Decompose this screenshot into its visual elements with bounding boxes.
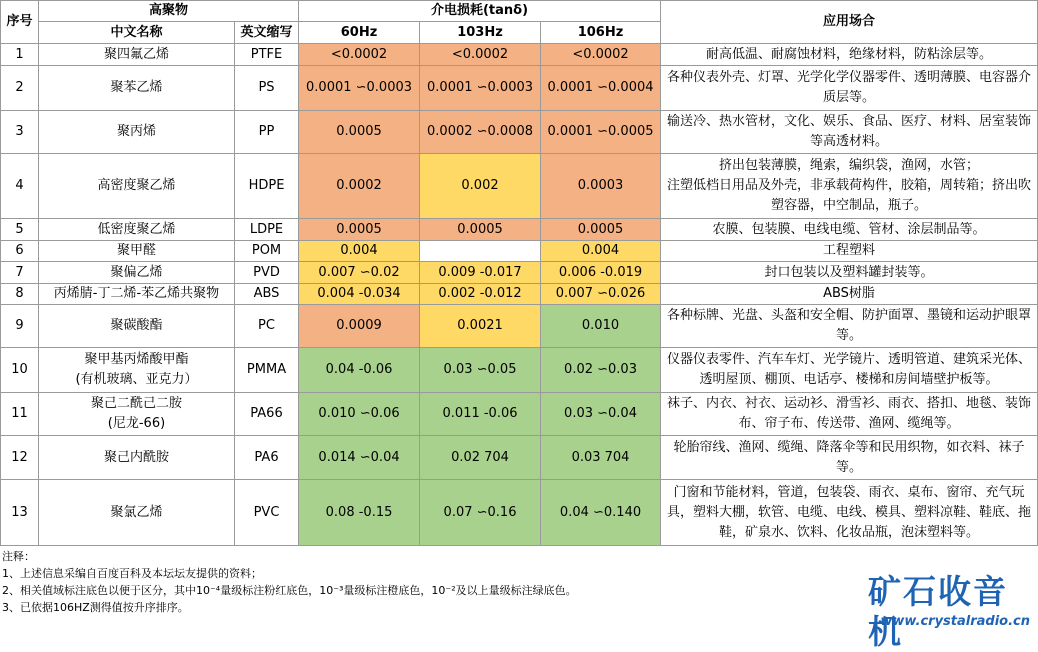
table-row [1, 262, 1038, 284]
note-line: 注释： [2, 550, 35, 563]
row-number: 3 [1, 111, 39, 154]
loss-103hz: 0.0001 ∽0.0003 [420, 66, 541, 111]
loss-103hz: 0.0002 ∽0.0008 [420, 111, 541, 154]
crystalradio-logo [868, 572, 1038, 651]
polymer-name-line: 聚己内酰胺 [103, 449, 169, 465]
polymer-en-abbr: PTFE [235, 44, 299, 66]
row-number: 1 [1, 44, 39, 66]
row-number: 10 [1, 348, 39, 393]
loss-60hz: 0.0009 [299, 305, 420, 348]
polymer-en-abbr: PVD [235, 262, 299, 284]
loss-103hz: 0.03 ∽0.05 [420, 348, 541, 393]
row-number: 2 [1, 66, 39, 111]
loss-103hz: 0.02 704 [420, 436, 541, 480]
polymer-name-line: 聚甲基丙烯酸甲酯 [84, 352, 189, 367]
header-seq: 序号 [1, 1, 39, 44]
application [661, 436, 1038, 480]
loss-60hz: <0.0002 [299, 44, 420, 66]
row-number: 9 [1, 305, 39, 348]
loss-60hz: 0.0002 [299, 154, 420, 219]
application [661, 262, 1038, 284]
note-line: 2、相关值域标注底色以便于区分，其中10⁻⁴量级标注粉红底色，10⁻³量级标注橙底色，10⁻²及以上量级标注绿底色。 [2, 584, 577, 597]
application [661, 348, 1038, 393]
polymer-en-abbr: PA66 [235, 393, 299, 436]
polymer-name-line: 丙烯腈-丁二烯-苯乙烯共聚物 [53, 286, 220, 301]
loss-103hz: <0.0002 [420, 44, 541, 66]
loss-60hz: 0.007 ∽0.02 [299, 262, 420, 284]
polymer-cn-name [39, 111, 235, 154]
application [661, 305, 1038, 348]
header-103hz: 103Hz [420, 22, 541, 44]
table-row [1, 480, 1038, 546]
polymer-cn-name [39, 66, 235, 111]
header-60hz: 60Hz [299, 22, 420, 44]
table-row [1, 393, 1038, 436]
loss-60hz: 0.04 -0.06 [299, 348, 420, 393]
polymer-en-abbr: HDPE [235, 154, 299, 219]
header-106hz: 106Hz [541, 22, 661, 44]
polymer-cn-name [39, 44, 235, 66]
loss-103hz [420, 241, 541, 262]
polymer-name-line: 聚偏乙烯 [110, 264, 163, 280]
loss-106hz: 0.007 ∽0.026 [541, 284, 661, 305]
loss-106hz: 0.04 ∽0.140 [541, 480, 661, 546]
loss-103hz: 0.009 -0.017 [420, 262, 541, 284]
loss-106hz: 0.006 -0.019 [541, 262, 661, 284]
loss-106hz: 0.0003 [541, 154, 661, 219]
application [661, 219, 1038, 241]
polymer-name-alias: (尼龙-66) [107, 416, 166, 431]
row-number: 5 [1, 219, 39, 241]
row-number: 4 [1, 154, 39, 219]
polymer-name-line: 聚己二酰己二胺 [90, 396, 182, 411]
loss-60hz: 0.0001 ∽0.0003 [299, 66, 420, 111]
application [661, 154, 1038, 219]
polymer-en-abbr: PS [235, 66, 299, 111]
note-line: 3、已依据106HZ测得值按升序排序。 [2, 601, 189, 614]
row-number: 8 [1, 284, 39, 305]
loss-60hz: 0.010 ∽0.06 [299, 393, 420, 436]
application-line: 注塑低档日用品及外壳，非承载荷构件，胶箱，周转箱；挤出吹塑容器，中空制品，瓶子。 [667, 178, 1032, 213]
loss-103hz: 0.0021 [420, 305, 541, 348]
table-row [1, 154, 1038, 219]
table-row [1, 305, 1038, 348]
polymer-en-abbr: POM [235, 241, 299, 262]
table-row [1, 436, 1038, 480]
application [661, 111, 1038, 154]
polymer-name-line: 聚甲醛 [116, 243, 156, 258]
polymer-en-abbr: PP [235, 111, 299, 154]
polymer-name-line: 聚氯乙烯 [110, 504, 163, 520]
logo-url: www.crystalradio.cn [880, 614, 1030, 629]
loss-106hz: 0.0001 ∽0.0004 [541, 66, 661, 111]
loss-106hz: <0.0002 [541, 44, 661, 66]
polymer-cn-name [39, 154, 235, 219]
polymer-name-line: 聚碳酸酯 [110, 318, 163, 333]
row-number: 11 [1, 393, 39, 436]
polymer-name-line: 聚苯乙烯 [110, 80, 163, 95]
application [661, 480, 1038, 546]
polymer-cn-name [39, 219, 235, 241]
row-number: 13 [1, 480, 39, 546]
table-row [1, 44, 1038, 66]
application-line: 农膜、包装膜、电线电缆、管材、涂层制品等。 [712, 221, 986, 237]
loss-103hz: 0.0005 [420, 219, 541, 241]
polymer-cn-name [39, 436, 235, 480]
loss-106hz: 0.004 [541, 241, 661, 262]
loss-60hz: 0.004 [299, 241, 420, 262]
application-line: 封口包装以及塑料罐封装等。 [764, 264, 934, 280]
loss-106hz: 0.010 [541, 305, 661, 348]
loss-106hz: 0.0005 [541, 219, 661, 241]
application-line: ABS树脂 [823, 286, 875, 301]
table-row [1, 348, 1038, 393]
loss-60hz: 0.0005 [299, 111, 420, 154]
polymer-en-abbr: PMMA [235, 348, 299, 393]
polymer-name-line: 高密度聚乙烯 [97, 178, 176, 193]
application [661, 393, 1038, 436]
polymer-en-abbr: LDPE [235, 219, 299, 241]
polymer-name-line: 聚丙烯 [116, 124, 156, 139]
polymer-cn-name [39, 305, 235, 348]
application-line: 各种标牌、光盘、头盔和安全帽、防护面罩、墨镜和运动护眼罩等。 [667, 308, 1032, 343]
polymer-en-abbr: PC [235, 305, 299, 348]
application-line: 袜子、内衣、衬衣、运动衫、滑雪衫、雨衣、搭扣、地毯、装饰布、帘子布、传送带、渔网、缆绳等。 [667, 396, 1032, 431]
table-row [1, 241, 1038, 262]
table-row [1, 284, 1038, 305]
polymer-en-abbr: PVC [235, 480, 299, 546]
loss-60hz: 0.08 -0.15 [299, 480, 420, 546]
polymer-cn-name [39, 262, 235, 284]
loss-60hz: 0.004 -0.034 [299, 284, 420, 305]
note-line: 1、上述信息采编自百度百科及本坛坛友提供的资料； [2, 567, 262, 580]
polymer-name-alias: (有机玻璃、亚克力） [75, 372, 198, 387]
table-row [1, 219, 1038, 241]
loss-106hz: 0.03 ∽0.04 [541, 393, 661, 436]
loss-106hz: 0.02 ∽0.03 [541, 348, 661, 393]
loss-103hz: 0.07 ∽0.16 [420, 480, 541, 546]
header-en-abbr: 英文缩写 [235, 22, 299, 44]
application-line: 挤出包装薄膜，绳索，编织袋，渔网，水管； [719, 158, 980, 173]
polymer-cn-name [39, 480, 235, 546]
loss-60hz: 0.0005 [299, 219, 420, 241]
loss-106hz: 0.0001 ∽0.0005 [541, 111, 661, 154]
table-row [1, 66, 1038, 111]
logo-name: 矿石收音机 [868, 572, 1008, 651]
row-number: 12 [1, 436, 39, 480]
polymer-cn-name [39, 348, 235, 393]
polymer-en-abbr: PA6 [235, 436, 299, 480]
application [661, 241, 1038, 262]
polymer-en-abbr: ABS [235, 284, 299, 305]
loss-103hz: 0.002 -0.012 [420, 284, 541, 305]
table-row [1, 111, 1038, 154]
header-cn-name: 中文名称 [39, 22, 235, 44]
application-line: 轮胎帘线、渔网、缆绳、降落伞等和民用织物，如衣料、袜子等。 [673, 439, 1025, 475]
loss-103hz: 0.002 [420, 154, 541, 219]
polymer-cn-name [39, 284, 235, 305]
row-number: 6 [1, 241, 39, 262]
application-line: 工程塑料 [823, 243, 876, 258]
loss-106hz: 0.03 704 [541, 436, 661, 480]
application-line: 门窗和节能材料，管道，包装袋、雨衣、桌布、窗帘、充气玩具，塑料大棚，软管、电缆、电线、模具、塑料凉鞋、鞋底、拖鞋，矿泉水、饮料、化妆品瓶，泡沫塑料等。 [667, 484, 1032, 540]
application-line: 输送冷、热水管材，文化、娱乐、食品、医疗、材料、居室装饰等高透材料。 [667, 114, 1032, 149]
polymer-name-line: 低密度聚乙烯 [97, 221, 176, 237]
application [661, 66, 1038, 111]
polymer-cn-name [39, 393, 235, 436]
application-line: 耐高低温、耐腐蚀材料，绝缘材料，防粘涂层等。 [706, 46, 993, 62]
loss-60hz: 0.014 ∽0.04 [299, 436, 420, 480]
footnotes [2, 548, 842, 616]
loss-103hz: 0.011 -0.06 [420, 393, 541, 436]
application [661, 284, 1038, 305]
application-line: 各种仪表外壳、灯罩、光学化学仪器零件、透明薄膜、电容器介质层等。 [667, 70, 1032, 105]
polymer-cn-name [39, 241, 235, 262]
polymer-name-line: 聚四氟乙烯 [103, 46, 169, 62]
header-polymer: 高聚物 [39, 1, 299, 22]
application-line: 仪器仪表零件、汽车车灯、光学镜片、透明管道、建筑采光体、透明屋顶、棚顶、电话亭、楼梯和房间墙壁护板等。 [667, 352, 1032, 387]
application [661, 44, 1038, 66]
header-application: 应用场合 [661, 1, 1038, 44]
row-number: 7 [1, 262, 39, 284]
header-dielectric-loss: 介电损耗(tanδ) [299, 1, 661, 22]
